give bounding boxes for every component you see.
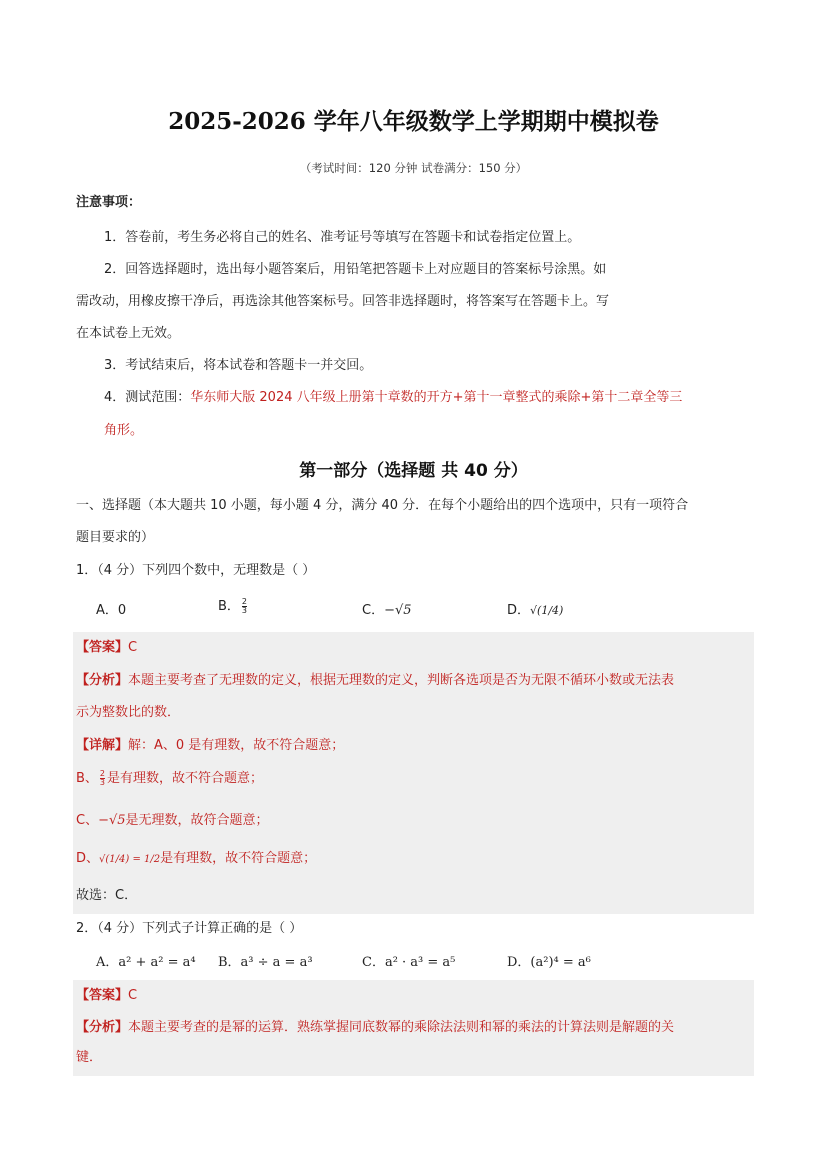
q1-answer: [76, 640, 137, 656]
notes-heading: 注意事项：: [76, 195, 142, 210]
analysis-text: 本题主要考查的是幂的运算．熟练掌握同底数幂的乘除法法则和幂的乘法的计算法则是解题的关: [128, 1020, 675, 1035]
note-4-line-2: 角形。: [104, 423, 144, 438]
q1-option-c: [362, 603, 412, 619]
fraction-numerator: 2: [99, 769, 106, 778]
note-2-line-1: 2．回答选择题时，选出每小题答案后，用铅笔把答题卡上对应题目的答案标号涂黑。如: [104, 262, 607, 277]
note-3: 3．考试结束后，将本试卷和答题卡一并交回。: [104, 358, 373, 373]
answer-label: 【答案】: [76, 640, 129, 655]
q1-detail-a: [76, 738, 344, 754]
q1-option-c-label: C．: [362, 603, 385, 618]
note-4-prefix: 4．测试范围：: [104, 390, 191, 405]
detail-d-text: 是有理数，故不符合题意；: [160, 851, 317, 866]
detail-b-fraction: [100, 770, 105, 787]
q2-analysis-line-1: [76, 1020, 674, 1036]
detail-text: 解：A、0 是有理数，故不符合题意；: [128, 738, 345, 753]
q1-option-b-fraction: [242, 598, 247, 615]
q1-option-b-label: B．: [218, 599, 240, 614]
fraction-numerator: 2: [241, 597, 248, 606]
q1-option-c-expr: −√5: [384, 603, 412, 618]
q1-option-b: [218, 598, 249, 615]
q2-answer: [76, 988, 137, 1004]
answer-value: C: [128, 640, 138, 655]
q1-analysis-line-1: [76, 673, 674, 689]
q1-conclusion: 故选：C．: [76, 888, 138, 903]
q1-detail-b: [76, 770, 263, 787]
detail-b-label: B、: [76, 771, 98, 786]
exam-info: （考试时间：120 分钟 试卷满分：150 分）: [299, 161, 528, 175]
detail-c-label: C、: [76, 813, 99, 828]
q2-option-c: C．a² · a³ = a⁵: [362, 955, 456, 970]
q2-option-a: A．a² + a² = a⁴: [96, 955, 196, 970]
q2-option-d: D．(a²)⁴ = a⁶: [507, 955, 591, 970]
analysis-text: 本题主要考查了无理数的定义，根据无理数的定义，判断各选项是否为无限不循环小数或无法表: [128, 673, 675, 688]
section-intro-line-1: 一、选择题（本大题共 10 小题，每小题 4 分，满分 40 分．在每个小题给出的四个选项中，只有一项符合: [76, 498, 689, 513]
page-title: 2025-2026 学年八年级数学上学期期中模拟卷: [168, 108, 659, 135]
q1-option-a: A．0: [96, 603, 127, 618]
q1-detail-c: [76, 813, 269, 829]
section-intro-line-2: 题目要求的）: [76, 530, 155, 545]
q2-analysis-line-2: 键．: [76, 1050, 103, 1065]
detail-b-text: 是有理数，故不符合题意；: [107, 771, 264, 786]
q1-detail-d: [76, 851, 316, 868]
detail-c-text: 是无理数，故符合题意；: [125, 813, 269, 828]
fraction-denominator: 3: [241, 606, 248, 615]
analysis-label: 【分析】: [76, 673, 129, 688]
answer-label: 【答案】: [76, 988, 129, 1003]
q1-stem: 1．（4 分）下列四个数中，无理数是（ ）: [76, 563, 316, 578]
q1-option-d-label: D．: [507, 603, 531, 618]
detail-d-label: D、: [76, 851, 100, 866]
q1-option-d-expr: √(1/4): [530, 604, 564, 617]
fraction-denominator: 3: [99, 778, 106, 787]
detail-label: 【详解】: [76, 738, 129, 753]
detail-d-expr: √(1/4) = 1/2: [99, 854, 161, 865]
note-2-line-2: 需改动，用橡皮擦干净后，再选涂其他答案标号。回答非选择题时，将答案写在答题卡上。写: [76, 294, 610, 309]
note-2-line-3: 在本试卷上无效。: [76, 326, 181, 341]
q1-option-d: [507, 603, 563, 619]
analysis-label: 【分析】: [76, 1020, 129, 1035]
detail-c-expr: −√5: [98, 813, 126, 828]
note-4-line-1: [104, 390, 682, 406]
q1-analysis-line-2: 示为整数比的数．: [76, 705, 181, 720]
note-1: 1．答卷前，考生务必将自己的姓名、准考证号等填写在答题卡和试卷指定位置上。: [104, 230, 581, 245]
note-4-scope: 华东师大版 2024 八年级上册第十章数的开方+第十一章整式的乘除+第十二章全等三: [190, 390, 683, 405]
q2-stem: 2．（4 分）下列式子计算正确的是（ ）: [76, 921, 303, 936]
answer-value: C: [128, 988, 138, 1003]
q2-option-b: B．a³ ÷ a = a³: [218, 955, 313, 970]
section-title: 第一部分（选择题 共 40 分）: [299, 461, 528, 481]
